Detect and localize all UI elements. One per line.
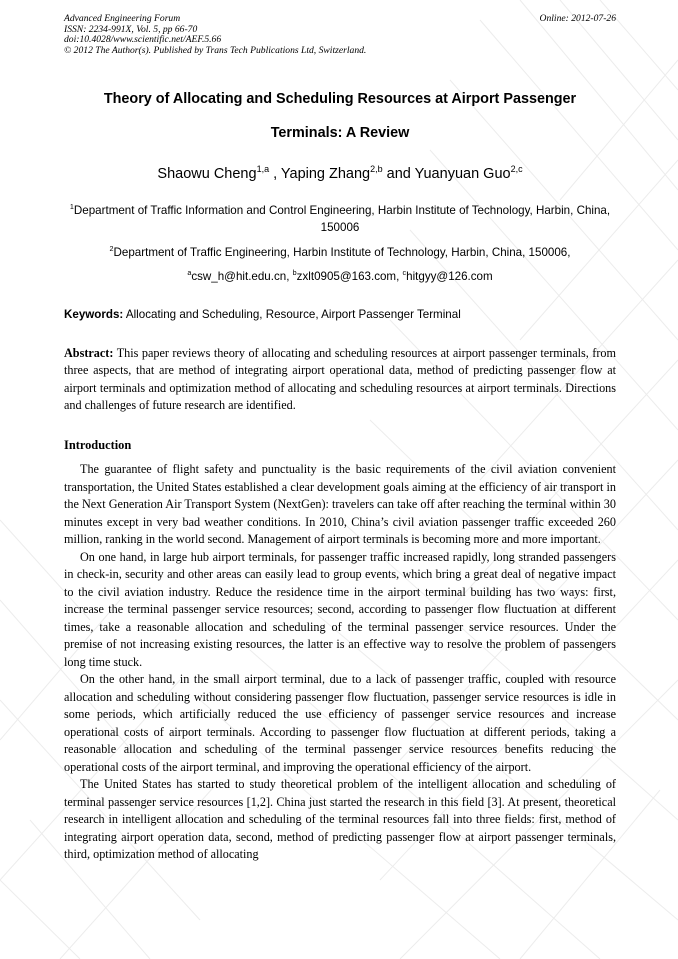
keywords [64, 308, 616, 321]
keywords-text: Allocating and Scheduling, Resource, Airport Passenger Terminal [123, 308, 461, 321]
author-name: Shaowu Cheng [157, 166, 257, 182]
author-superscript: 2,b [370, 164, 383, 175]
email-superscript: c [402, 268, 407, 278]
author-separator: and [382, 166, 415, 182]
issn-volume: ISSN: 2234-991X, Vol. 5, pp 66-70 [64, 23, 198, 35]
author-superscript: 1,a [256, 164, 270, 175]
online-date: Online: 2012-07-26 [539, 13, 616, 24]
paper-title-line-1: Theory of Allocating and Scheduling Resources at Airport Passenger [103, 91, 577, 107]
author-name: Yaping Zhang [280, 166, 371, 182]
body-paragraph: The United States has started to study theoretical problem of the intelligent allocation and scheduling of terminal passenger service resources [1,2]. China just started the research in this field [3]. At present, theoretical research in intelligent allocation and scheduling of the terminal resources fall into three fields: first, method of integrating airport operation data, second, method of predicting passenger flow at airport passenger terminals, third, optimization method of allocating [64, 777, 616, 861]
email-superscript: b [292, 268, 297, 278]
body-paragraph: On one hand, in large hub airport terminals, for passenger traffic increased rapidly, long stranded passengers in check-in, security and other areas can easily lead to group events, which bring a great deal of negative impact to the civil aviation industry. Reduce the residence time in the airport terminal building has two ways: first, increase the terminal passenger service resources; second, according to passenger flow fluctuation at different times, take a reasonable allocation and scheduling of the terminal passenger service resources. Under the premise of not increasing existing resources, the latter is an effective way to resolve the problem of passengers long time stuck. [64, 549, 616, 669]
abstract [64, 345, 616, 415]
body-paragraph: The guarantee of flight safety and punctuality is the basic requirements of the civil aviation convenient transportation, the United States established a clear development goals aiming at the efficiency of air transport in the Next Generation Air Transport System (NextGen): travelers can take off after reaching the terminal within 30 minutes except in very bad weather conditions. In 2010, China’s civil aviation passenger traffic exceeded 260 million, ranking in the world second. Management of airport terminals is becoming more and more important. [64, 462, 616, 546]
keywords-label: Keywords: [64, 308, 124, 321]
copyright: © 2012 The Author(s). Published by Trans Tech Publications Ltd, Switzerland. [64, 44, 367, 56]
affiliation-2 [64, 244, 616, 261]
author-separator: , [269, 166, 281, 182]
journal-metadata [64, 14, 616, 56]
email-address: csw_h@hit.edu.cn, [191, 270, 293, 283]
journal-name: Advanced Engineering Forum [64, 13, 181, 24]
affiliation-superscript: 1 [69, 202, 74, 212]
email-superscript: a [187, 268, 192, 278]
affiliation-superscript: 2 [109, 244, 114, 254]
author-superscript: 2,c [510, 164, 523, 175]
email-address: hitgyy@126.com [406, 270, 493, 283]
paper-title-line-2: Terminals: A Review [270, 125, 410, 141]
affiliation-text: Department of Traffic Information and Control Engineering, Harbin Institute of Technology, Harbin, China, 150006 [73, 204, 611, 234]
doi: doi:10.4028/www.scientific.net/AEF.5.66 [64, 34, 222, 46]
author-list [64, 166, 616, 182]
abstract-label: Abstract: [64, 346, 114, 360]
body-paragraph: On the other hand, in the small airport terminal, due to a lack of passenger traffic, coupled with resource allocation and scheduling without considering passenger flow fluctuation, passenger service resources is idle in some periods, which artificially reduced the use efficiency of passenger service resources and increase operational costs of airport terminals. According to passenger flow fluctuation at different periods, taking a reasonable allocation and scheduling of the terminal passenger service resources benefits reducing the operational costs of the airport terminal, and improving the operational efficiency of the airport. [64, 672, 616, 774]
affiliation-1 [64, 202, 616, 236]
introduction-body [64, 461, 616, 864]
abstract-text: This paper reviews theory of allocating and scheduling resources at airport passenger terminals, from three aspects, that are method of integrating airport operational data, method of predicting passenger flow at airport terminals and optimization method of allocating and scheduling resources at airport terminals. Directions and challenges of future research are identified. [64, 346, 616, 413]
affiliation-text: Department of Traffic Engineering, Harbin Institute of Technology, Harbin, China, 150006, [113, 246, 571, 259]
author-name: Yuanyuan Guo [414, 166, 511, 182]
section-heading-introduction: Introduction [64, 438, 132, 452]
email-address: zxlt0905@163.com, [296, 270, 403, 283]
author-emails [64, 268, 616, 285]
